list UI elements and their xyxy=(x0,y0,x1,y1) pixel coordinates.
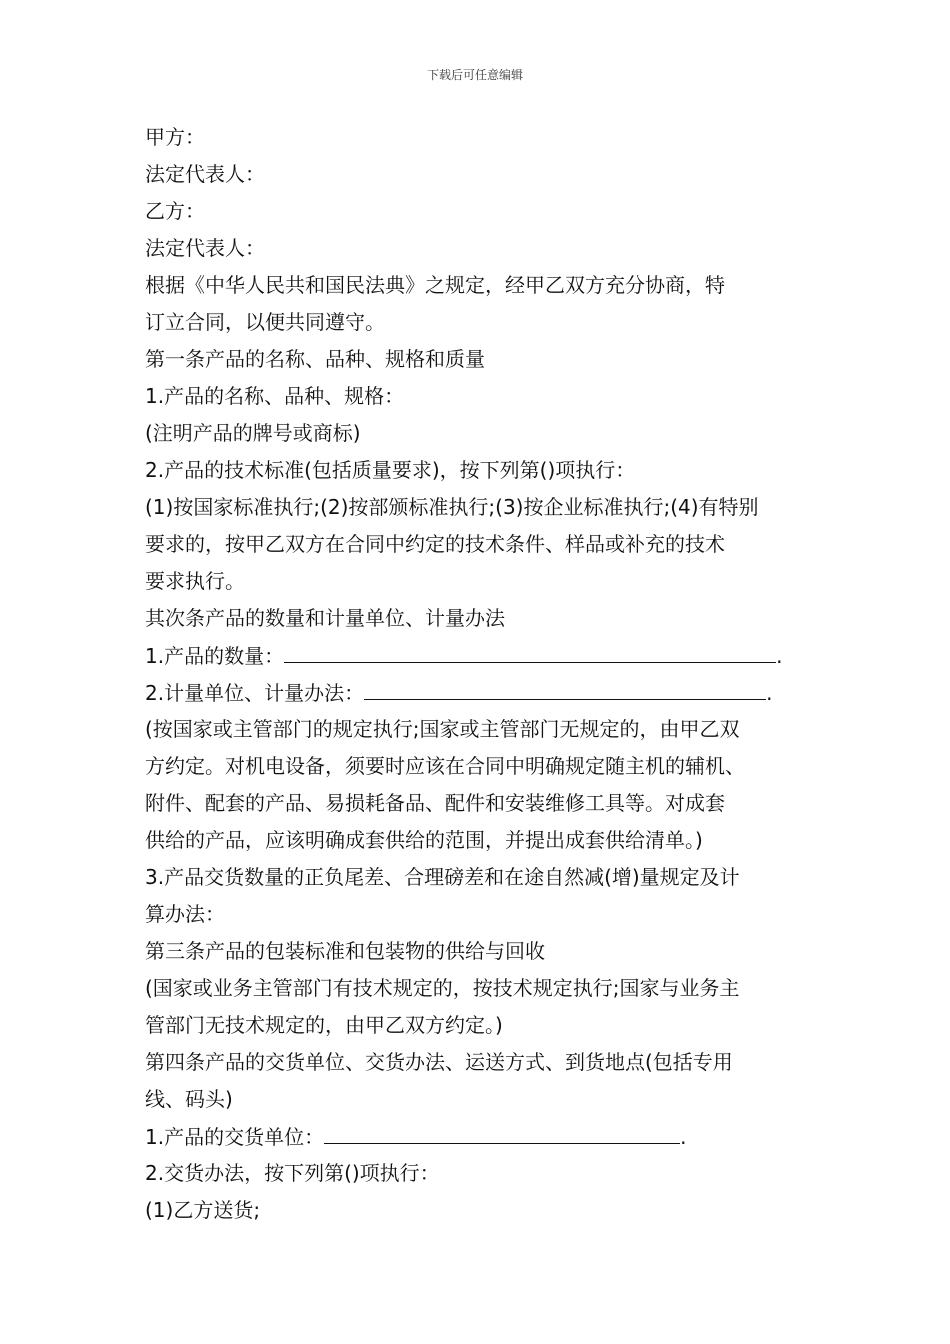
article-2-item-3-line-1: 3.产品交货数量的正负尾差、合理磅差和在途自然减(增)量规定及计 xyxy=(145,865,740,889)
article-2-item-2 xyxy=(145,677,825,707)
article-2-item-1 xyxy=(145,640,825,670)
delivery-unit-label: 1.产品的交货单位： xyxy=(145,1125,325,1149)
unit-method-end-mark: . xyxy=(766,681,773,705)
article-1-heading: 第一条产品的名称、品种、规格和质量 xyxy=(145,347,485,371)
article-1-item-1: 1.产品的名称、品种、规格： xyxy=(145,384,405,408)
party-a-line: 甲方： xyxy=(145,125,205,149)
article-4-heading-1: 第四条产品的交货单位、交货办法、运送方式、到货地点(包括专用 xyxy=(145,1050,733,1074)
article-1-item-2-options-3: 要求执行。 xyxy=(145,569,245,593)
preamble-line-2: 订立合同，以便共同遵守。 xyxy=(145,310,385,334)
article-3-note-1: (国家或业务主管部门有技术规定的，按技术规定执行;国家与业务主 xyxy=(145,976,740,1000)
article-4-heading-2: 线、码头) xyxy=(145,1087,233,1111)
article-1-item-2: 2.产品的技术标准(包括质量要求)，按下列第()项执行： xyxy=(145,458,636,482)
article-3-note-2: 管部门无技术规定的，由甲乙双方约定。) xyxy=(145,1013,503,1037)
article-2-note-1: (按国家或主管部门的规定执行;国家或主管部门无规定的，由甲乙双 xyxy=(145,717,740,741)
article-2-item-3-line-2: 算办法： xyxy=(145,902,225,926)
delivery-unit-blank[interactable] xyxy=(324,1121,680,1144)
article-1-item-1-note: (注明产品的牌号或商标) xyxy=(145,421,361,445)
party-b-line: 乙方： xyxy=(145,199,205,223)
quantity-blank[interactable] xyxy=(284,640,776,663)
party-b-rep-line: 法定代表人： xyxy=(145,236,265,260)
preamble-line-1: 根据《中华人民共和国民法典》之规定，经甲乙双方充分协商，特 xyxy=(145,273,725,297)
unit-method-blank[interactable] xyxy=(364,677,766,700)
article-2-note-4: 供给的产品，应该明确成套供给的范围，并提出成套供给清单。) xyxy=(145,828,703,852)
delivery-unit-end-mark: . xyxy=(680,1125,687,1149)
quantity-end-mark: . xyxy=(776,644,783,668)
article-3-heading: 第三条产品的包装标准和包装物的供给与回收 xyxy=(145,939,545,963)
article-2-heading: 其次条产品的数量和计量单位、计量办法 xyxy=(145,606,505,630)
article-4-item-2: 2.交货办法，按下列第()项执行： xyxy=(145,1161,440,1185)
party-a-rep-line: 法定代表人： xyxy=(145,162,265,186)
unit-method-label: 2.计量单位、计量办法： xyxy=(145,681,365,705)
article-2-note-2: 方约定。对机电设备，须要时应该在合同中明确规定随主机的辅机、 xyxy=(145,754,745,778)
article-1-item-2-options-2: 要求的，按甲乙双方在合同中约定的技术条件、样品或补充的技术 xyxy=(145,532,725,556)
article-4-item-1 xyxy=(145,1121,825,1151)
article-1-item-2-options-1: (1)按国家标准执行;(2)按部颁标准执行;(3)按企业标准执行;(4)有特别 xyxy=(145,495,759,519)
page-header-note: 下载后可任意编辑 xyxy=(426,68,523,82)
quantity-label: 1.产品的数量： xyxy=(145,644,285,668)
article-2-note-3: 附件、配套的产品、易损耗备品、配件和安装维修工具等。对成套 xyxy=(145,791,725,815)
contract-body xyxy=(145,122,825,1225)
article-4-item-2-option-1: (1)乙方送货; xyxy=(145,1198,261,1222)
